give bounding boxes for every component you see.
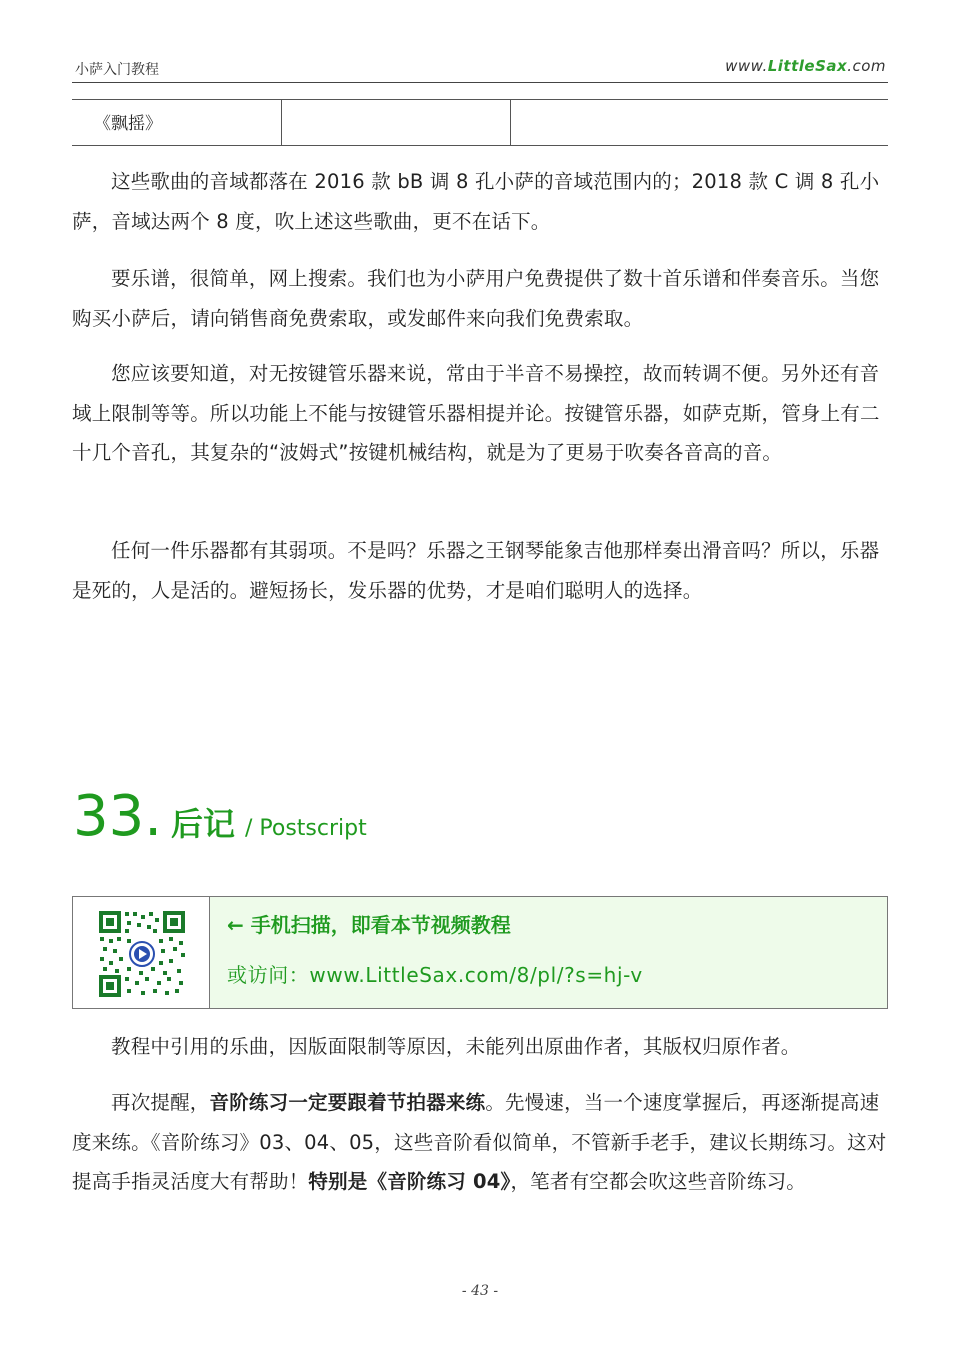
- song-table-row: [72, 99, 888, 146]
- section-title: 后记: [171, 805, 236, 843]
- paragraph-copyright: 教程中引用的乐曲，因版面限制等原因，未能列出原曲作者，其版权归原作者。: [111, 1035, 801, 1058]
- page-header: [72, 56, 888, 83]
- table-cell: [511, 100, 888, 145]
- section-number: 33.: [73, 784, 163, 849]
- qr-code-cell: [73, 897, 210, 1008]
- site-suffix: .com: [847, 57, 886, 75]
- reminder-emphasis: 特别是《音阶练习 04》: [308, 1170, 511, 1193]
- section-heading: [73, 782, 573, 852]
- video-url-link[interactable]: 或访问：www.LittleSax.com/8/pl/?s=hj-v: [227, 963, 643, 987]
- paragraph-range-note: 这些歌曲的音域都落在 2016 款 bB 调 8 孔小萨的音域范围内的；2018 款 C 调 8 孔小萨，音域达两个 8 度，吹上述这些歌曲，更不在话下。: [72, 170, 880, 233]
- site-prefix: www.: [725, 57, 768, 75]
- header-website[interactable]: [725, 57, 886, 75]
- header-book-title: 小萨入门教程: [75, 62, 159, 78]
- paragraph-instrument-weakness: 任何一件乐器都有其弱项。不是吗？乐器之王钢琴能象吉他那样奏出滑音吗？所以，乐器是死的，人是活的。避短扬长，发乐器的优势，才是咱们聪明人的选择。: [72, 539, 880, 602]
- paragraph-scale-reminder: [72, 1083, 892, 1202]
- reminder-text: ，笔者有空都会吹这些音阶练习。: [510, 1170, 806, 1193]
- reminder-text: 。先慢速，当一个速度掌握后，再逐渐提高速度来练。《音阶练习》03、04、05，这些音阶看似简单，不管新手老手，建议长期练习。这对提高手指灵活度大有帮助！: [72, 1091, 887, 1193]
- table-cell: 《飘摇》: [72, 100, 282, 145]
- paragraph-sheet-music: 要乐谱，很简单，网上搜索。我们也为小萨用户免费提供了数十首乐谱和伴奏音乐。当您购买小萨后，请向销售商免费索取，或发邮件来向我们免费索取。: [72, 267, 880, 330]
- reminder-emphasis: 音阶练习一定要跟着节拍器来练: [209, 1091, 486, 1114]
- qr-text-area: [210, 897, 887, 1008]
- paragraph-keyless-limits: 您应该要知道，对无按键管乐器来说，常由于半音不易操控，故而转调不便。另外还有音域上限制等等。所以功能上不能与按键管乐器相提并论。按键管乐器，如萨克斯，管身上有二十几个音孔，其复杂的“波姆式”按键机械结构，就是为了更易于吹奏各音高的音。: [72, 362, 880, 464]
- site-brand: LittleSax: [767, 57, 848, 75]
- qr-code-icon[interactable]: [97, 909, 187, 999]
- section-subtitle: / Postscript: [245, 816, 367, 841]
- reminder-text: 再次提醒，: [111, 1091, 210, 1114]
- page-number: - 43 -: [461, 1283, 499, 1299]
- scan-instruction: ← 手机扫描，即看本节视频教程: [227, 913, 511, 937]
- table-cell: [282, 100, 511, 145]
- video-qr-box: [72, 896, 888, 1009]
